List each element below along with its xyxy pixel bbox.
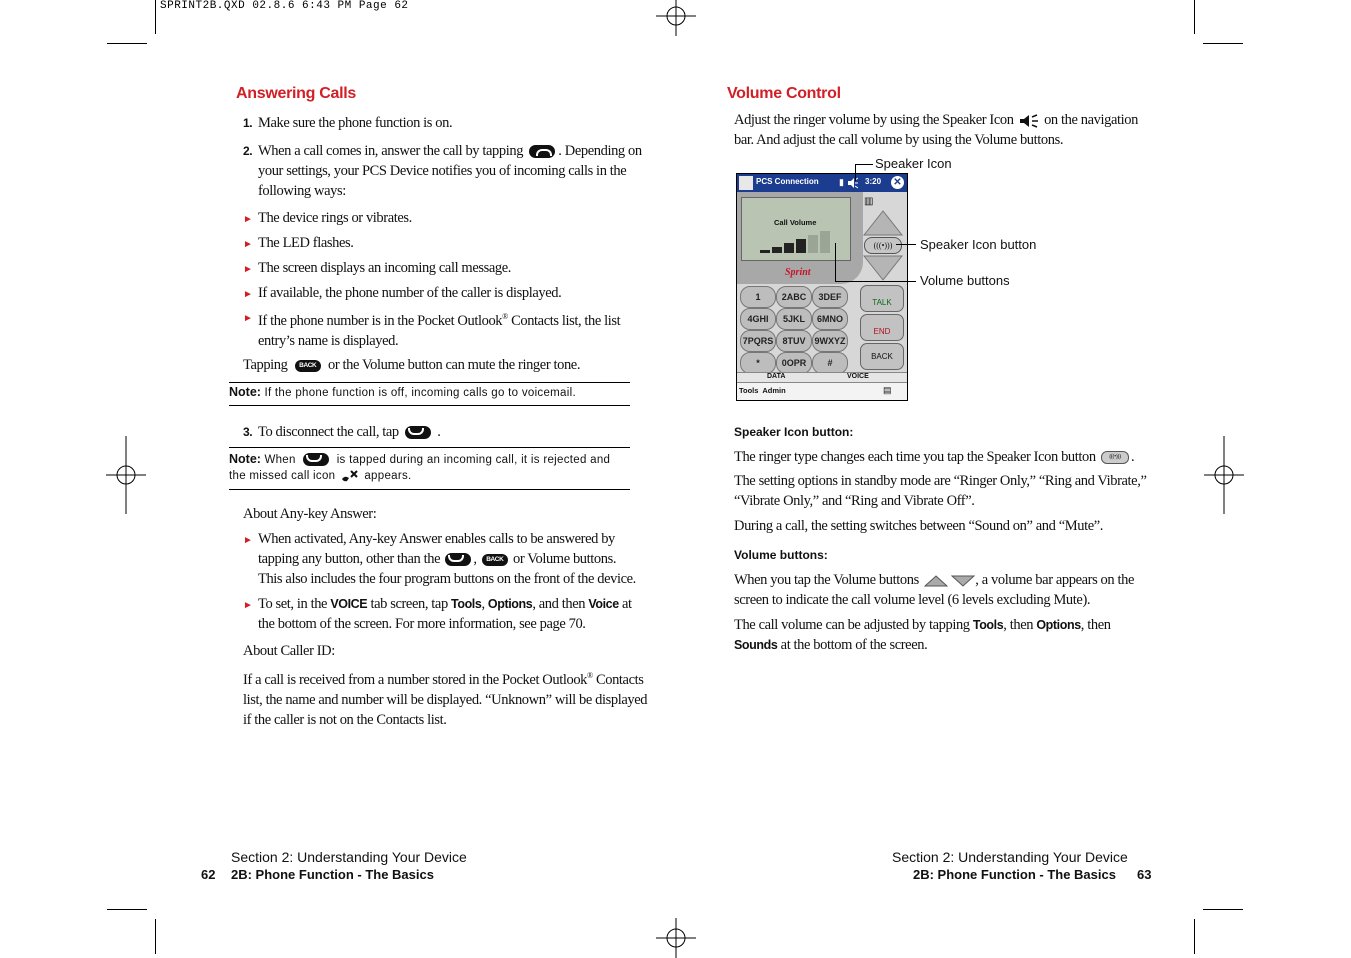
end-phone-icon bbox=[405, 426, 431, 439]
list-item: ► The device rings or vibrates. bbox=[243, 210, 412, 226]
book-icon[interactable]: ▥ bbox=[864, 196, 874, 207]
back-button[interactable]: BACK bbox=[860, 343, 904, 370]
list-item: ► The screen displays an incoming call message. bbox=[243, 260, 511, 276]
keypad-key[interactable]: 1 bbox=[740, 286, 776, 308]
tab-bar bbox=[737, 372, 907, 382]
volume-up-icon bbox=[924, 575, 948, 587]
volume-buttons-paragraph: When you tap the Volume buttons , a volume bar appears on the screen to indicate the call volume level (6 levels excluding Mute). The call volume can be adjusted by tapping Tools, then Options, then Sounds at the bottom of the screen. bbox=[734, 572, 1134, 653]
keypad-key[interactable]: 2ABC bbox=[776, 286, 812, 308]
footer-page-number-right: 63 bbox=[1137, 867, 1152, 882]
lcd-bezel bbox=[737, 192, 863, 284]
speaker-icon-button-heading: Speaker Icon button: bbox=[734, 425, 854, 439]
talk-phone-icon bbox=[529, 145, 555, 158]
keypad-key[interactable]: 4GHI bbox=[740, 308, 776, 330]
footer-section-right: Section 2: Understanding Your Device bbox=[892, 849, 1128, 865]
list-item: ► When activated, Any-key Answer enables calls to be answered by tapping any button, other than the , BACK or Volume buttons. This also includes the four program buttons on the front of the device. bbox=[243, 531, 636, 587]
step-text: When a call comes in, answer the call by tapping bbox=[258, 143, 524, 159]
footer-chapter-right: 2B: Phone Function - The Basics bbox=[913, 867, 1116, 882]
callerid-title: About Caller ID: bbox=[243, 643, 335, 659]
volume-up-button[interactable] bbox=[863, 210, 903, 236]
end-button[interactable]: END bbox=[860, 314, 904, 341]
close-icon[interactable]: ✕ bbox=[891, 176, 904, 189]
page-heading-answering-calls: Answering Calls bbox=[236, 85, 356, 102]
step-text: To disconnect the call, tap bbox=[258, 424, 399, 440]
note-rule-bottom bbox=[229, 405, 630, 406]
anykey-title: About Any-key Answer: bbox=[243, 506, 377, 522]
speaker-icon[interactable] bbox=[848, 177, 858, 189]
bullet-arrow-icon: ► bbox=[243, 239, 253, 250]
step-number: 2. bbox=[243, 144, 253, 158]
callout-line bbox=[835, 281, 916, 282]
back-button-icon: BACK bbox=[482, 554, 508, 566]
keypad-key[interactable]: 0OPR bbox=[776, 352, 812, 374]
keyboard-icon[interactable]: ▤ bbox=[883, 385, 892, 395]
keypad-key[interactable]: # bbox=[812, 352, 848, 374]
step-text: . Depending on bbox=[558, 143, 642, 159]
callout-speaker-icon-button: Speaker Icon button bbox=[920, 237, 1037, 252]
callout-line bbox=[855, 164, 873, 165]
missed-call-icon bbox=[341, 469, 359, 483]
list-item: ► If the phone number is in the Pocket Outlook® Contacts list, the list entry’s name is displayed. bbox=[243, 312, 621, 349]
callout-line bbox=[855, 164, 856, 181]
clock: 3:20 bbox=[865, 177, 882, 186]
keypad-key[interactable]: 7PQRS bbox=[740, 330, 776, 352]
keypad-key[interactable]: 3DEF bbox=[812, 286, 848, 308]
registration-mark-left bbox=[106, 436, 146, 514]
callout-volume-buttons: Volume buttons bbox=[920, 273, 1010, 288]
step-text: Make sure the phone function is on. bbox=[258, 115, 453, 131]
volume-intro: Adjust the ringer volume by using the Speaker Icon on the navigation bar. And adjust the call volume by using the Volume buttons. bbox=[734, 112, 1138, 148]
callerid-paragraph: If a call is received from a number stored in the Pocket Outlook® Contacts list, the name and number will be displayed. “Unknown” will be displayed if the caller is not on the Contacts list. bbox=[243, 671, 648, 728]
step-text: your settings, your PCS Device notifies you of incoming calls in the bbox=[258, 163, 627, 179]
menu-tools-admin[interactable]: Tools Admin bbox=[739, 386, 786, 395]
bullet-arrow-icon: ► bbox=[243, 289, 253, 300]
end-phone-icon bbox=[303, 453, 329, 466]
step-3: 3. To disconnect the call, tap . bbox=[243, 424, 441, 440]
bullet-arrow-icon: ► bbox=[243, 535, 253, 546]
speaker-icon-button-paragraph: The ringer type changes each time you tap the Speaker Icon button (((•))) . The setting options in standby mode are “Ringer Only,” “Ring and Vibrate,” “Vibrate Only,” and “Ring and Vibrate Off”. During a call, the setting switches between “Sound on” and “Mute”. bbox=[734, 449, 1147, 534]
windows-start-icon[interactable] bbox=[739, 176, 753, 190]
keypad-key[interactable]: 9WXYZ bbox=[812, 330, 848, 352]
step-number: 1. bbox=[243, 116, 253, 130]
registration-mark-right bbox=[1204, 436, 1244, 514]
registration-mark-bottom bbox=[656, 918, 696, 958]
page-heading-volume-control: Volume Control bbox=[727, 85, 841, 102]
callout-speaker-icon: Speaker Icon bbox=[875, 156, 952, 171]
footer-page-number-left: 62 bbox=[201, 867, 216, 882]
speaker-icon-button[interactable]: (((•))) bbox=[864, 237, 902, 254]
note-reject-call: Note: When is tapped during an incoming call, it is rejected and the missed call icon appears. bbox=[229, 452, 611, 482]
footer-chapter-left: 2B: Phone Function - The Basics bbox=[231, 867, 434, 882]
bullet-list bbox=[243, 208, 643, 347]
callout-line bbox=[896, 244, 916, 245]
volume-down-icon bbox=[951, 575, 975, 587]
bullet-arrow-icon: ► bbox=[243, 264, 253, 275]
volume-buttons-heading: Volume buttons: bbox=[734, 548, 828, 562]
speaker-icon-button-icon: (((•))) bbox=[1101, 451, 1129, 464]
signal-icon: ▮ bbox=[839, 177, 844, 187]
keypad-key[interactable]: * bbox=[740, 352, 776, 374]
call-volume-label: Call Volume bbox=[774, 218, 817, 227]
note-rule-bottom bbox=[229, 489, 630, 490]
menu-bar bbox=[737, 382, 907, 401]
note-rule-top bbox=[229, 382, 630, 383]
print-slug: SPRINT2B.QXD 02.8.6 6:43 PM Page 62 bbox=[160, 0, 409, 12]
footer-section-left: Section 2: Understanding Your Device bbox=[231, 849, 467, 865]
talk-button[interactable]: TALK bbox=[860, 285, 904, 312]
bullet-arrow-icon: ► bbox=[243, 313, 253, 324]
step-1 bbox=[243, 113, 643, 133]
bullet-arrow-icon: ► bbox=[243, 600, 253, 611]
registration-mark-top bbox=[656, 0, 696, 36]
step-text: following ways: bbox=[258, 183, 346, 199]
app-title: PCS Connection bbox=[756, 177, 819, 186]
tapping-back-text: Tapping BACK or the Volume button can mute the ringer tone. bbox=[243, 357, 581, 373]
keypad-key[interactable]: 8TUV bbox=[776, 330, 812, 352]
device-screenshot bbox=[736, 173, 908, 401]
keypad-key[interactable]: 6MNO bbox=[812, 308, 848, 330]
bullet-arrow-icon: ► bbox=[243, 214, 253, 225]
volume-down-button[interactable] bbox=[863, 255, 903, 281]
end-phone-icon bbox=[445, 553, 471, 566]
title-bar bbox=[737, 174, 907, 192]
note-voicemail: Note: If the phone function is off, incoming calls go to voicemail. bbox=[229, 385, 576, 399]
step-number: 3. bbox=[243, 425, 253, 439]
list-item: ► To set, in the VOICE tab screen, tap Tools, Options, and then Voice at the bottom of the screen. For more information, see page 70. bbox=[243, 596, 632, 632]
list-item: ► If available, the phone number of the caller is displayed. bbox=[243, 285, 562, 301]
tab-data[interactable]: DATA bbox=[767, 373, 786, 380]
tab-voice[interactable]: VOICE bbox=[847, 373, 869, 380]
list-item: ► The LED flashes. bbox=[243, 235, 354, 251]
note-rule-top bbox=[229, 447, 630, 448]
callout-line bbox=[835, 243, 836, 281]
keypad-key[interactable]: 5JKL bbox=[776, 308, 812, 330]
speaker-icon bbox=[1019, 114, 1039, 128]
back-button-icon: BACK bbox=[295, 360, 321, 372]
step-2 bbox=[243, 141, 643, 199]
sprint-logo: Sprint bbox=[785, 267, 811, 278]
